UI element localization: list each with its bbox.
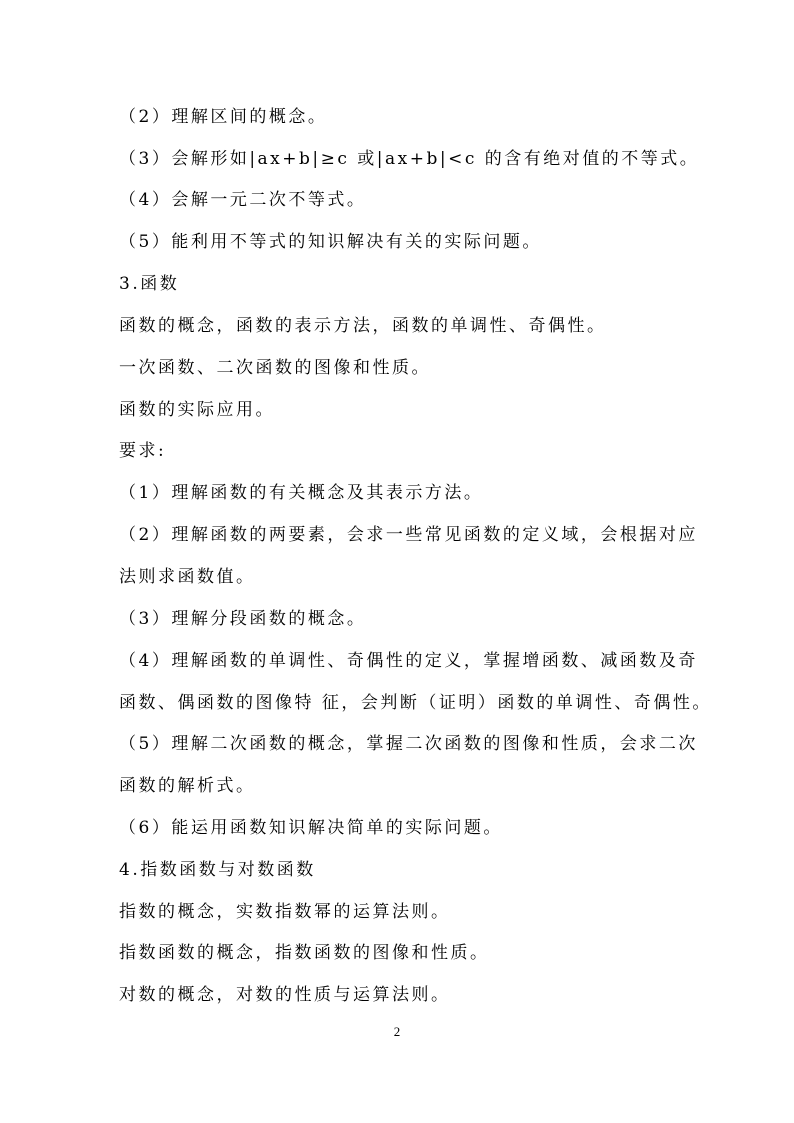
text-line-6: 函数的概念，函数的表示方法，函数的单调性、奇偶性。 [119,316,607,336]
text-line-7: 一次函数、二次函数的图像和性质。 [119,358,431,378]
text-line-16: （5）理解二次函数的概念，掌握二次函数的图像和性质，会求二次 [119,734,698,754]
requirements-label: 要求: [119,441,167,461]
text-line-8: 函数的实际应用。 [119,400,275,420]
text-line-4: （5）能利用不等式的知识解决有关的实际问题。 [119,232,542,252]
page-number: 2 [393,1024,401,1039]
text-line-11: （2）理解函数的两要素，会求一些常见函数的定义域，会根据对应 [119,525,698,545]
section-heading-exponential-logarithmic: 4.指数函数与对数函数 [119,860,316,880]
section-heading-functions: 3.函数 [119,274,180,294]
text-line-15: 函数、偶函数的图像特 征，会判断（证明）函数的单调性、奇偶性。 [119,693,712,713]
text-line-10: （1）理解函数的有关概念及其表示方法。 [119,483,484,503]
text-line-3: （4）会解一元二次不等式。 [119,190,367,210]
text-line-12: 法则求函数值。 [119,567,256,587]
text-line-22: 对数的概念，对数的性质与运算法则。 [119,985,451,1005]
text-line-2: （3）会解形如|ax+b|≥c 或|ax+b|<c 的含有绝对值的不等式。 [119,149,700,169]
text-line-21: 指数函数的概念，指数函数的图像和性质。 [119,943,490,963]
text-line-13: （3）理解分段函数的概念。 [119,609,367,629]
text-line-1: （2）理解区间的概念。 [119,107,328,127]
text-line-17: 函数的解析式。 [119,776,256,796]
text-line-20: 指数的概念，实数指数幂的运算法则。 [119,902,451,922]
text-line-18: （6）能运用函数知识解决简单的实际问题。 [119,818,503,838]
text-line-14: （4）理解函数的单调性、奇偶性的定义，掌握增函数、减函数及奇 [119,651,698,671]
